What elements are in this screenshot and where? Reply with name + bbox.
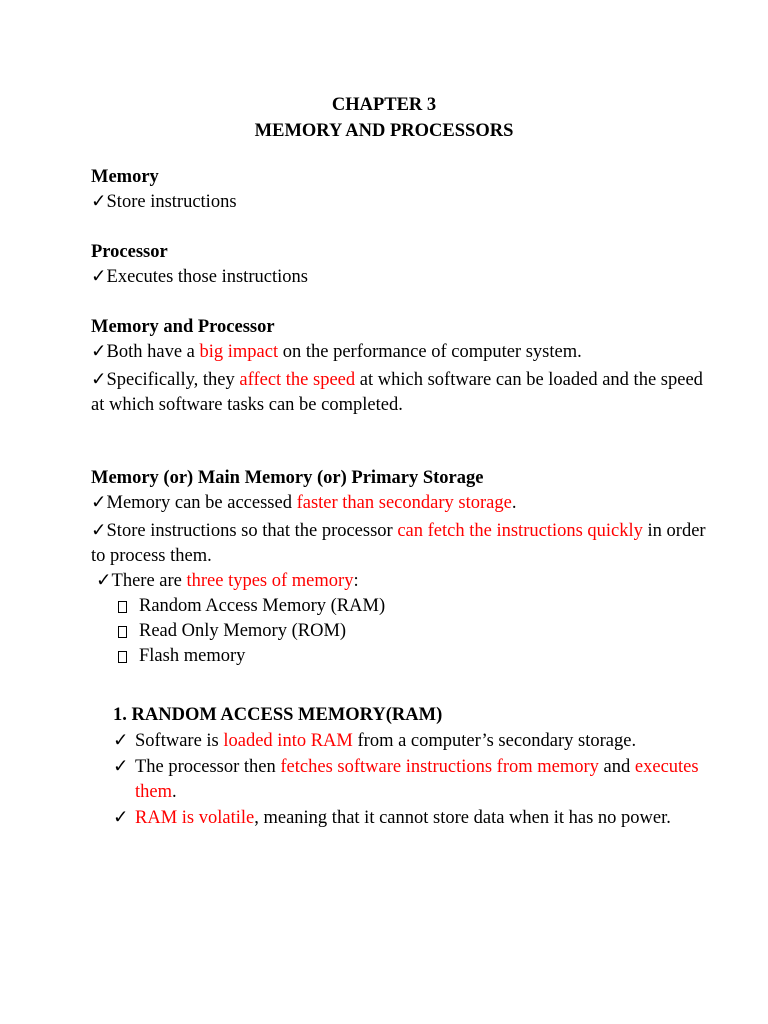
memory-item: ✓Store instructions bbox=[91, 192, 237, 212]
memory-processor-item-2: ✓Specifically, they affect the speed at which software can be loaded and the speed at which software tasks can be completed. bbox=[91, 370, 703, 415]
check-icon: ✓ bbox=[91, 192, 107, 212]
check-icon: ✓ bbox=[113, 731, 129, 751]
check-icon: ✓ bbox=[91, 342, 107, 362]
list-item: Read Only Memory (ROM) bbox=[115, 619, 385, 644]
list-item: ✓ Software is loaded into RAM from a computer’s secondary storage. bbox=[113, 729, 708, 754]
memory-heading: Memory bbox=[91, 167, 159, 187]
ram-checklist bbox=[113, 729, 708, 832]
square-bullet-icon bbox=[118, 626, 127, 638]
check-icon: ✓ bbox=[113, 757, 129, 777]
chapter-heading bbox=[0, 92, 768, 144]
check-icon: ✓ bbox=[91, 521, 107, 541]
square-bullet-icon bbox=[118, 651, 127, 663]
check-icon: ✓ bbox=[91, 493, 107, 513]
processor-item: ✓Executes those instructions bbox=[91, 267, 308, 287]
main-memory-item-2: ✓Store instructions so that the processor can fetch the instructions quickly in order to process them. bbox=[91, 521, 706, 566]
memory-types-list bbox=[115, 594, 385, 669]
list-item: Random Access Memory (RAM) bbox=[115, 594, 385, 619]
main-memory-heading: Memory (or) Main Memory (or) Primary Storage bbox=[91, 468, 484, 488]
processor-section bbox=[91, 240, 708, 290]
memory-processor-heading: Memory and Processor bbox=[91, 317, 275, 337]
square-bullet-icon bbox=[118, 601, 127, 613]
list-item: ✓ RAM is volatile, meaning that it cannot store data when it has no power. bbox=[113, 806, 708, 831]
check-icon: ✓ bbox=[96, 571, 112, 591]
ram-section-title: 1. RANDOM ACCESS MEMORY(RAM) bbox=[113, 705, 443, 725]
chapter-number: CHAPTER 3 bbox=[331, 95, 437, 115]
memory-section bbox=[91, 165, 708, 215]
check-icon: ✓ bbox=[91, 267, 107, 287]
check-icon: ✓ bbox=[113, 808, 129, 828]
chapter-title: MEMORY AND PROCESSORS bbox=[254, 121, 514, 141]
list-item: Flash memory bbox=[115, 644, 385, 669]
list-item: ✓ The processor then fetches software instructions from memory and executes them. bbox=[113, 755, 708, 805]
memory-processor-section bbox=[91, 315, 708, 418]
main-memory-item-3: ✓There are three types of memory: bbox=[96, 571, 359, 591]
check-icon: ✓ bbox=[91, 370, 107, 390]
main-memory-section bbox=[91, 466, 708, 594]
processor-heading: Processor bbox=[91, 242, 168, 262]
memory-processor-item-1: ✓Both have a big impact on the performance of computer system. bbox=[91, 342, 582, 362]
main-memory-item-1: ✓Memory can be accessed faster than secondary storage. bbox=[91, 493, 517, 513]
